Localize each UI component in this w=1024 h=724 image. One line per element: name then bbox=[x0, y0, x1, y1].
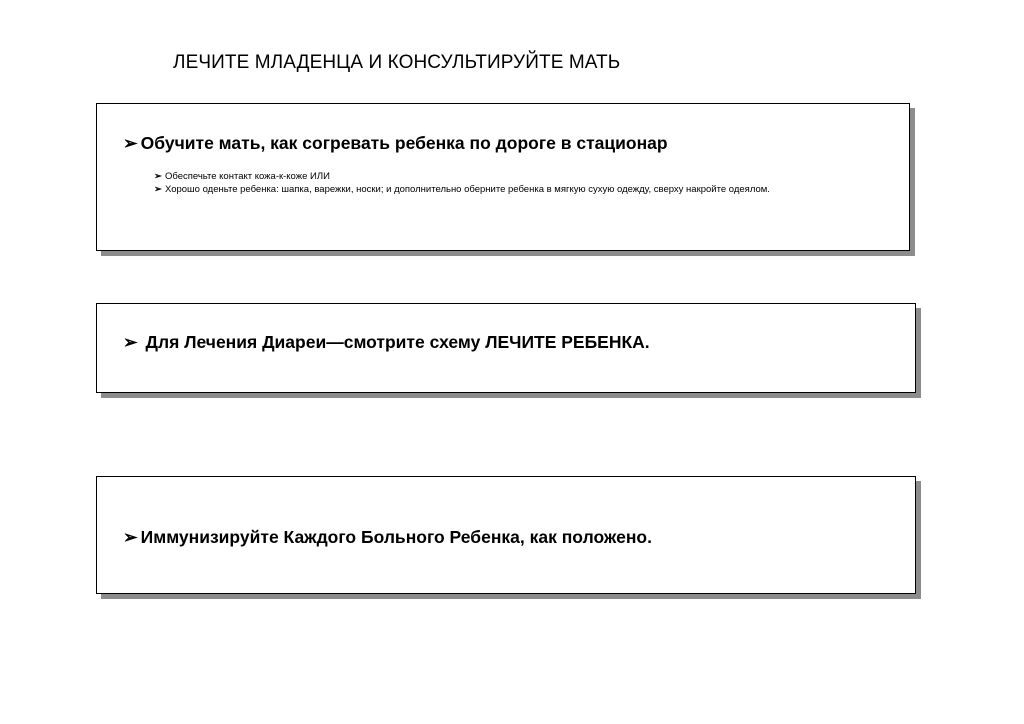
list-item bbox=[154, 170, 770, 183]
diarrhea-heading bbox=[123, 332, 650, 353]
immunization-heading-text: Иммунизируйте Каждого Больного Ребенка, как положено. bbox=[140, 527, 652, 547]
page-title: ЛЕЧИТЕ МЛАДЕНЦА И КОНСУЛЬТИРУЙТЕ МАТЬ bbox=[173, 52, 621, 73]
warming-instructions-box bbox=[96, 103, 910, 251]
list-item-text: Хорошо оденьте ребенка: шапка, варежки, носки; и дополнительно оберните ребенка в мягкую сухую одежду, сверху накройте одеялом. bbox=[164, 184, 770, 195]
arrow-bullet-icon: ➢ bbox=[123, 332, 138, 352]
diarrhea-treatment-box bbox=[96, 303, 916, 393]
warming-heading bbox=[123, 133, 668, 154]
list-item bbox=[154, 183, 770, 196]
warming-heading-text: Обучите мать, как согревать ребенка по дороге в стационар bbox=[140, 133, 668, 153]
arrow-bullet-icon: ➢ bbox=[123, 133, 138, 153]
warming-sub-list bbox=[154, 170, 770, 196]
immunization-box bbox=[96, 476, 916, 594]
arrow-bullet-icon: ➢ bbox=[123, 527, 138, 547]
arrow-bullet-icon: ➢ bbox=[154, 184, 162, 195]
diarrhea-heading-text: Для Лечения Диареи—смотрите схему ЛЕЧИТЕ РЕБЕНКА. bbox=[145, 332, 650, 352]
arrow-bullet-icon: ➢ bbox=[154, 171, 162, 182]
immunization-heading bbox=[123, 527, 652, 548]
list-item-text: Обеспечьте контакт кожа-к-коже ИЛИ bbox=[164, 171, 330, 182]
